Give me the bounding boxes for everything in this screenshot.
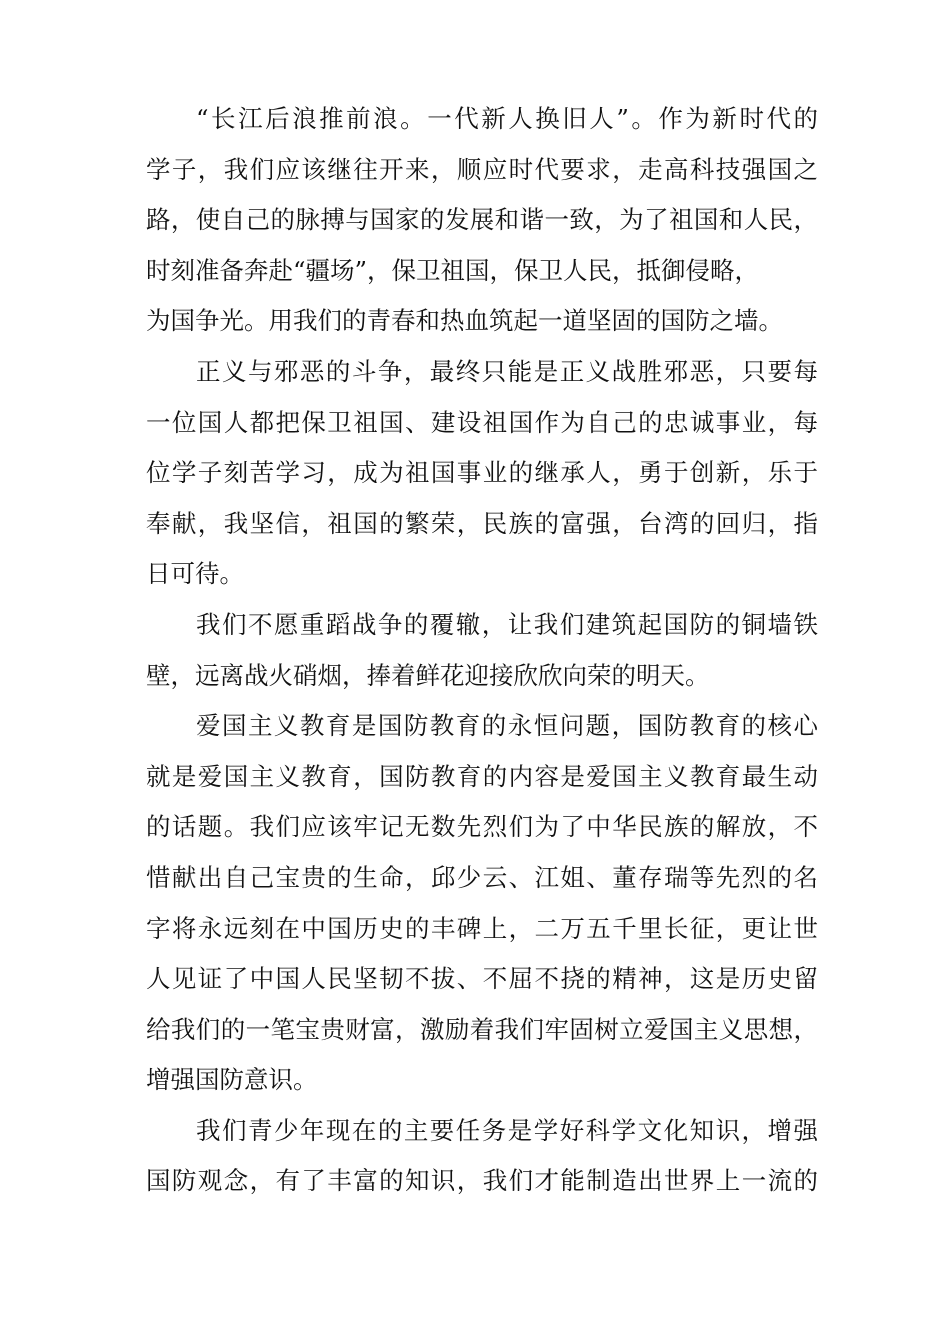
text-line: 日可待。 bbox=[146, 559, 244, 589]
text-line: 壁，远离战火硝烟，捧着鲜花迎接欣欣向荣的明天。 bbox=[146, 660, 710, 690]
text-line: 一位国人都把保卫祖国、建设祖国作为自己的忠诚事业，每 bbox=[146, 407, 818, 437]
text-line: 路，使自己的脉搏与国家的发展和谐一致，为了祖国和人民， bbox=[146, 205, 818, 235]
text-line: 就是爱国主义教育，国防教育的内容是爱国主义教育最生动 bbox=[146, 761, 818, 791]
document-body bbox=[146, 94, 818, 1207]
text-line: 为国争光。用我们的青春和热血筑起一道坚固的国防之墙。 bbox=[146, 306, 783, 336]
text-line: 给我们的一笔宝贵财富，激励着我们牢固树立爱国主义思想， bbox=[146, 1014, 818, 1044]
text-line: 人见证了中国人民坚韧不拔、不屈不挠的精神，这是历史留 bbox=[146, 964, 818, 994]
text-line: 正义与邪恶的斗争，最终只能是正义战胜邪恶，只要每 bbox=[196, 356, 818, 386]
text-line: 的话题。我们应该牢记无数先烈们为了中华民族的解放，不 bbox=[146, 812, 818, 842]
paragraph bbox=[146, 347, 818, 600]
paragraph bbox=[146, 1106, 818, 1207]
text-line: 增强国防意识。 bbox=[146, 1065, 318, 1095]
text-line: 惜献出自己宝贵的生命，邱少云、江姐、董存瑞等先烈的名 bbox=[146, 862, 818, 892]
text-line: 我们不愿重蹈战争的覆辙，让我们建筑起国防的铜墙铁 bbox=[196, 609, 818, 639]
text-line: 爱国主义教育是国防教育的永恒问题，国防教育的核心 bbox=[196, 711, 818, 741]
text-line: 国防观念，有了丰富的知识，我们才能制造出世界上一流的 bbox=[146, 1166, 818, 1196]
text-line: 学子，我们应该继往开来，顺应时代要求，走高科技强国之 bbox=[146, 154, 818, 184]
text-line: 奉献，我坚信，祖国的繁荣，民族的富强，台湾的回归，指 bbox=[146, 508, 818, 538]
text-line: 位学子刻苦学习，成为祖国事业的继承人，勇于创新，乐于 bbox=[146, 458, 818, 488]
text-line: 时刻准备奔赴“疆场”，保卫祖国，保卫人民，抵御侵略， bbox=[146, 255, 760, 285]
text-line: “长江后浪推前浪。一代新人换旧人”。作为新时代的 bbox=[196, 104, 818, 133]
paragraph bbox=[146, 600, 818, 701]
paragraph bbox=[146, 701, 818, 1106]
text-line: 我们青少年现在的主要任务是学好科学文化知识，增强 bbox=[196, 1115, 818, 1145]
text-line: 字将永远刻在中国历史的丰碑上，二万五千里长征，更让世 bbox=[146, 913, 818, 943]
paragraph bbox=[146, 94, 818, 347]
